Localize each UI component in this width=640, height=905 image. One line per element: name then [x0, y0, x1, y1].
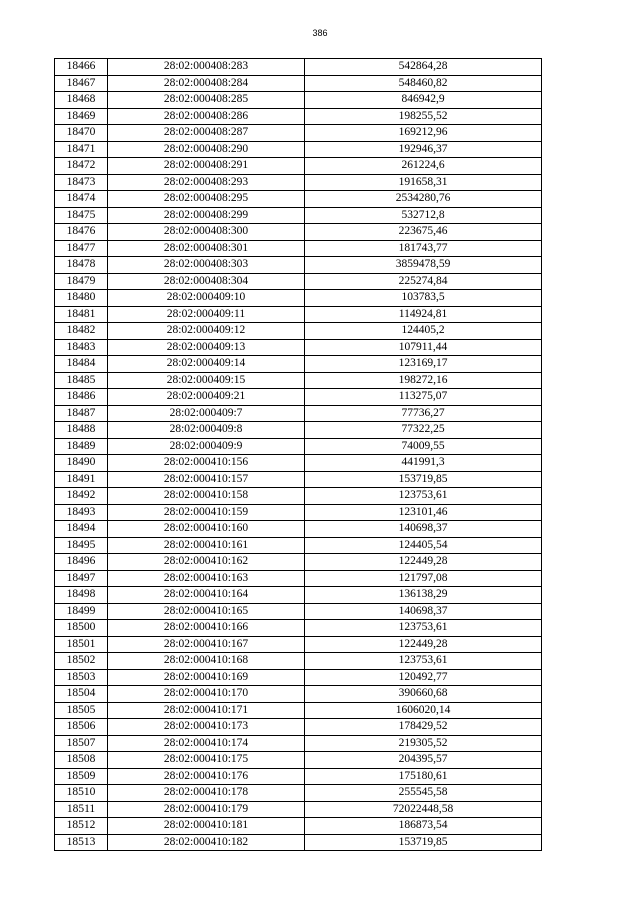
table-row — [55, 719, 542, 736]
row-number-cell: 18485 — [55, 372, 108, 389]
row-number-cell: 18495 — [55, 537, 108, 554]
row-number-cell: 18500 — [55, 620, 108, 637]
value-cell: 123753,61 — [305, 488, 542, 505]
row-number-cell: 18489 — [55, 438, 108, 455]
row-number-cell: 18470 — [55, 125, 108, 142]
row-number-cell: 18491 — [55, 471, 108, 488]
cadastral-number-cell: 28:02:000408:304 — [108, 273, 305, 290]
cadastral-number-cell: 28:02:000410:173 — [108, 719, 305, 736]
value-cell: 140698,37 — [305, 521, 542, 538]
value-cell: 191658,31 — [305, 174, 542, 191]
row-number-cell: 18480 — [55, 290, 108, 307]
value-cell: 114924,81 — [305, 306, 542, 323]
cadastral-number-cell: 28:02:000410:168 — [108, 653, 305, 670]
row-number-cell: 18481 — [55, 306, 108, 323]
cadastral-number-cell: 28:02:000410:161 — [108, 537, 305, 554]
row-number-cell: 18503 — [55, 669, 108, 686]
value-cell: 123101,46 — [305, 504, 542, 521]
row-number-cell: 18471 — [55, 141, 108, 158]
table-row — [55, 735, 542, 752]
value-cell: 74009,55 — [305, 438, 542, 455]
cadastral-number-cell: 28:02:000410:179 — [108, 801, 305, 818]
value-cell: 175180,61 — [305, 768, 542, 785]
table-row — [55, 603, 542, 620]
table-row — [55, 125, 542, 142]
table-row — [55, 471, 542, 488]
value-cell: 107911,44 — [305, 339, 542, 356]
row-number-cell: 18483 — [55, 339, 108, 356]
table-row — [55, 356, 542, 373]
row-number-cell: 18510 — [55, 785, 108, 802]
cadastral-number-cell: 28:02:000408:293 — [108, 174, 305, 191]
cadastral-number-cell: 28:02:000408:287 — [108, 125, 305, 142]
row-number-cell: 18501 — [55, 636, 108, 653]
row-number-cell: 18504 — [55, 686, 108, 703]
cadastral-number-cell: 28:02:000408:301 — [108, 240, 305, 257]
cadastral-number-cell: 28:02:000409:21 — [108, 389, 305, 406]
table-row — [55, 257, 542, 274]
cadastral-number-cell: 28:02:000410:160 — [108, 521, 305, 538]
table-row — [55, 422, 542, 439]
row-number-cell: 18474 — [55, 191, 108, 208]
cadastral-number-cell: 28:02:000410:170 — [108, 686, 305, 703]
cadastral-number-cell: 28:02:000410:167 — [108, 636, 305, 653]
table-row — [55, 438, 542, 455]
cadastral-number-cell: 28:02:000410:166 — [108, 620, 305, 637]
table-row — [55, 702, 542, 719]
value-cell: 122449,28 — [305, 636, 542, 653]
value-cell: 846942,9 — [305, 92, 542, 109]
cadastral-number-cell: 28:02:000410:164 — [108, 587, 305, 604]
value-cell: 181743,77 — [305, 240, 542, 257]
value-cell: 1606020,14 — [305, 702, 542, 719]
table-row — [55, 224, 542, 241]
registry-table-body — [55, 59, 542, 851]
cadastral-number-cell: 28:02:000410:174 — [108, 735, 305, 752]
cadastral-number-cell: 28:02:000408:295 — [108, 191, 305, 208]
value-cell: 178429,52 — [305, 719, 542, 736]
table-row — [55, 339, 542, 356]
value-cell: 121797,08 — [305, 570, 542, 587]
value-cell: 123169,17 — [305, 356, 542, 373]
row-number-cell: 18507 — [55, 735, 108, 752]
table-row — [55, 504, 542, 521]
cadastral-number-cell: 28:02:000408:300 — [108, 224, 305, 241]
row-number-cell: 18466 — [55, 59, 108, 76]
cadastral-number-cell: 28:02:000408:303 — [108, 257, 305, 274]
row-number-cell: 18482 — [55, 323, 108, 340]
cadastral-number-cell: 28:02:000410:162 — [108, 554, 305, 571]
row-number-cell: 18505 — [55, 702, 108, 719]
table-row — [55, 306, 542, 323]
row-number-cell: 18468 — [55, 92, 108, 109]
row-number-cell: 18475 — [55, 207, 108, 224]
row-number-cell: 18478 — [55, 257, 108, 274]
table-row — [55, 537, 542, 554]
value-cell: 225274,84 — [305, 273, 542, 290]
value-cell: 123753,61 — [305, 620, 542, 637]
cadastral-number-cell: 28:02:000409:15 — [108, 372, 305, 389]
value-cell: 122449,28 — [305, 554, 542, 571]
cadastral-number-cell: 28:02:000410:159 — [108, 504, 305, 521]
table-row — [55, 801, 542, 818]
value-cell: 77322,25 — [305, 422, 542, 439]
row-number-cell: 18497 — [55, 570, 108, 587]
table-row — [55, 191, 542, 208]
table-row — [55, 587, 542, 604]
table-row — [55, 752, 542, 769]
value-cell: 153719,85 — [305, 471, 542, 488]
value-cell: 542864,28 — [305, 59, 542, 76]
table-row — [55, 785, 542, 802]
table-row — [55, 174, 542, 191]
cadastral-number-cell: 28:02:000408:283 — [108, 59, 305, 76]
table-row — [55, 636, 542, 653]
cadastral-number-cell: 28:02:000410:175 — [108, 752, 305, 769]
row-number-cell: 18511 — [55, 801, 108, 818]
cadastral-number-cell: 28:02:000408:299 — [108, 207, 305, 224]
row-number-cell: 18490 — [55, 455, 108, 472]
row-number-cell: 18508 — [55, 752, 108, 769]
cadastral-number-cell: 28:02:000410:171 — [108, 702, 305, 719]
row-number-cell: 18469 — [55, 108, 108, 125]
cadastral-number-cell: 28:02:000409:8 — [108, 422, 305, 439]
value-cell: 169212,96 — [305, 125, 542, 142]
cadastral-number-cell: 28:02:000409:13 — [108, 339, 305, 356]
row-number-cell: 18509 — [55, 768, 108, 785]
value-cell: 198272,16 — [305, 372, 542, 389]
cadastral-number-cell: 28:02:000410:182 — [108, 834, 305, 851]
value-cell: 261224,6 — [305, 158, 542, 175]
row-number-cell: 18476 — [55, 224, 108, 241]
table-row — [55, 59, 542, 76]
cadastral-number-cell: 28:02:000409:14 — [108, 356, 305, 373]
row-number-cell: 18496 — [55, 554, 108, 571]
value-cell: 186873,54 — [305, 818, 542, 835]
cadastral-number-cell: 28:02:000410:181 — [108, 818, 305, 835]
value-cell: 532712,8 — [305, 207, 542, 224]
value-cell: 120492,77 — [305, 669, 542, 686]
cadastral-number-cell: 28:02:000410:169 — [108, 669, 305, 686]
cadastral-number-cell: 28:02:000410:178 — [108, 785, 305, 802]
table-row — [55, 240, 542, 257]
table-row — [55, 158, 542, 175]
table-row — [55, 669, 542, 686]
row-number-cell: 18479 — [55, 273, 108, 290]
value-cell: 136138,29 — [305, 587, 542, 604]
table-row — [55, 768, 542, 785]
row-number-cell: 18498 — [55, 587, 108, 604]
row-number-cell: 18487 — [55, 405, 108, 422]
registry-table — [54, 58, 542, 851]
row-number-cell: 18499 — [55, 603, 108, 620]
table-row — [55, 108, 542, 125]
table-row — [55, 554, 542, 571]
row-number-cell: 18473 — [55, 174, 108, 191]
cadastral-number-cell: 28:02:000410:158 — [108, 488, 305, 505]
cadastral-number-cell: 28:02:000408:286 — [108, 108, 305, 125]
cadastral-number-cell: 28:02:000410:163 — [108, 570, 305, 587]
table-row — [55, 521, 542, 538]
value-cell: 548460,82 — [305, 75, 542, 92]
cadastral-number-cell: 28:02:000409:11 — [108, 306, 305, 323]
value-cell: 103783,5 — [305, 290, 542, 307]
table-row — [55, 686, 542, 703]
cadastral-number-cell: 28:02:000408:284 — [108, 75, 305, 92]
value-cell: 219305,52 — [305, 735, 542, 752]
value-cell: 72022448,58 — [305, 801, 542, 818]
cadastral-number-cell: 28:02:000410:176 — [108, 768, 305, 785]
value-cell: 124405,54 — [305, 537, 542, 554]
value-cell: 2534280,76 — [305, 191, 542, 208]
table-row — [55, 389, 542, 406]
row-number-cell: 18488 — [55, 422, 108, 439]
value-cell: 390660,68 — [305, 686, 542, 703]
row-number-cell: 18493 — [55, 504, 108, 521]
cadastral-number-cell: 28:02:000409:7 — [108, 405, 305, 422]
cadastral-number-cell: 28:02:000409:10 — [108, 290, 305, 307]
row-number-cell: 18494 — [55, 521, 108, 538]
table-row — [55, 273, 542, 290]
value-cell: 255545,58 — [305, 785, 542, 802]
row-number-cell: 18472 — [55, 158, 108, 175]
cadastral-number-cell: 28:02:000408:290 — [108, 141, 305, 158]
table-row — [55, 372, 542, 389]
table-row — [55, 405, 542, 422]
table-row — [55, 323, 542, 340]
page-number: 386 — [312, 28, 328, 38]
value-cell: 192946,37 — [305, 141, 542, 158]
cadastral-number-cell: 28:02:000410:156 — [108, 455, 305, 472]
table-row — [55, 290, 542, 307]
value-cell: 441991,3 — [305, 455, 542, 472]
table-row — [55, 141, 542, 158]
table-row — [55, 75, 542, 92]
value-cell: 3859478,59 — [305, 257, 542, 274]
row-number-cell: 18513 — [55, 834, 108, 851]
row-number-cell: 18512 — [55, 818, 108, 835]
value-cell: 77736,27 — [305, 405, 542, 422]
cadastral-number-cell: 28:02:000409:12 — [108, 323, 305, 340]
table-row — [55, 834, 542, 851]
value-cell: 123753,61 — [305, 653, 542, 670]
cadastral-number-cell: 28:02:000408:291 — [108, 158, 305, 175]
table-row — [55, 653, 542, 670]
row-number-cell: 18467 — [55, 75, 108, 92]
cadastral-number-cell: 28:02:000409:9 — [108, 438, 305, 455]
row-number-cell: 18492 — [55, 488, 108, 505]
value-cell: 124405,2 — [305, 323, 542, 340]
value-cell: 223675,46 — [305, 224, 542, 241]
row-number-cell: 18506 — [55, 719, 108, 736]
table-row — [55, 455, 542, 472]
row-number-cell: 18484 — [55, 356, 108, 373]
value-cell: 140698,37 — [305, 603, 542, 620]
cadastral-number-cell: 28:02:000410:157 — [108, 471, 305, 488]
value-cell: 113275,07 — [305, 389, 542, 406]
cadastral-number-cell: 28:02:000408:285 — [108, 92, 305, 109]
table-row — [55, 92, 542, 109]
table-row — [55, 818, 542, 835]
value-cell: 198255,52 — [305, 108, 542, 125]
row-number-cell: 18502 — [55, 653, 108, 670]
cadastral-number-cell: 28:02:000410:165 — [108, 603, 305, 620]
value-cell: 153719,85 — [305, 834, 542, 851]
table-row — [55, 620, 542, 637]
table-row — [55, 207, 542, 224]
value-cell: 204395,57 — [305, 752, 542, 769]
row-number-cell: 18486 — [55, 389, 108, 406]
table-row — [55, 488, 542, 505]
table-row — [55, 570, 542, 587]
row-number-cell: 18477 — [55, 240, 108, 257]
